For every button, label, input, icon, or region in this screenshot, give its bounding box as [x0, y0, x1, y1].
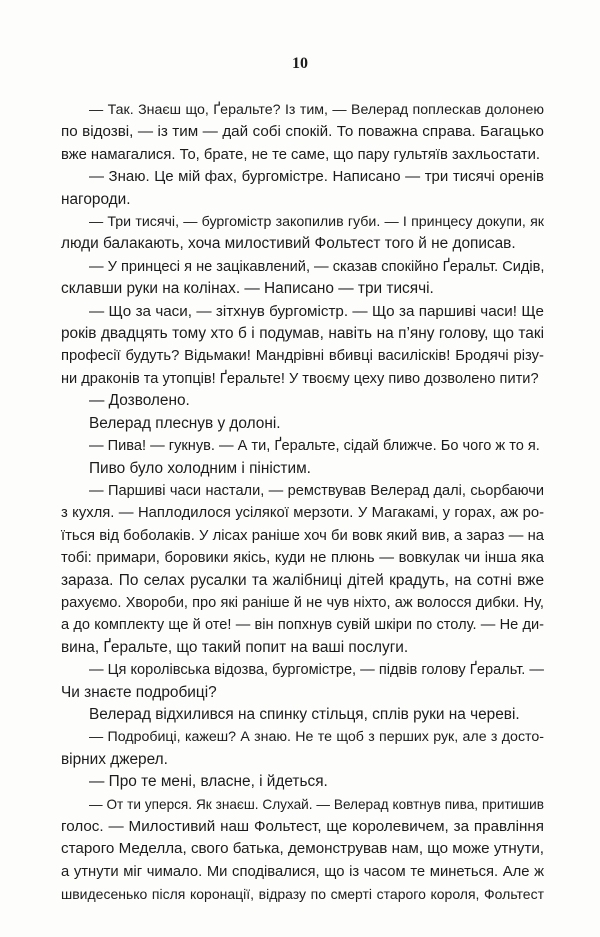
text-line: нагороди. [61, 190, 131, 208]
text-line: — Паршиві часи настали, — ремствував Велерад далі, сьорбаючи [89, 482, 544, 499]
text-line: по відозві, — із тим — дай собі спокій. То поважна справа. Багацько [61, 123, 544, 141]
text-line: їться від боболаків. У лісах раніше хоч би вовк який вив, а зараз — на [61, 527, 544, 544]
text-line: — Три тисячі, — бургомістр закопилив губи. — І принцесу докупи, як [89, 214, 544, 231]
text-line: — Пива! — гукнув. — А ти, Ґеральте, сідай ближче. Бо чого ж то я. [89, 438, 540, 455]
text-line: — У принцесі я не зацікавлений, — сказав спокійно Ґеральт. Сидів, [89, 258, 545, 275]
text-line: Чи знаєте подробиці? [61, 683, 217, 701]
text-line: голос. — Милостивий наш Фольтест, ще королевичем, за правління [61, 818, 544, 835]
text-line: — Ця королівська відозва, бургомістре, — підвів голову Ґеральт. — [89, 662, 544, 679]
text-line: а до комплекту ще й оте! — він попхнув сувій шкіри по столу. — Не ди- [61, 617, 544, 634]
body-text [61, 99, 544, 906]
text-line: тобі: примари, боровики якісь, куди не плюнь — вовкулак чи інша яка [61, 550, 544, 567]
text-line: Велерад плеснув у долоні. [89, 414, 281, 432]
text-line: рахуємо. Хвороби, про які раніше й не чув ніхто, аж волосся дибки. Ну, [61, 594, 544, 611]
text-line: вже намагалися. То, брате, не те саме, що пару гультяїв захльостати. [61, 146, 541, 163]
text-line: — Дозволено. [89, 392, 190, 410]
text-line: з кухля. — Наплодилося усілякої мерзоти. У Магакамі, у горах, аж ро- [61, 505, 544, 522]
text-line: швидесенько після коронації, відразу по смерті старого короля, Фольтест [61, 886, 544, 903]
text-line: — От ти уперся. Як знаєш. Слухай. — Велерад ковтнув пива, притишив [89, 796, 544, 812]
page-number: 10 [292, 55, 308, 72]
text-line: зараза. По селах русалки та жалібниці дітей крадуть, на сотні вже [61, 571, 544, 589]
text-line: склавши руки на колінах. — Написано — три тисячі. [61, 280, 434, 298]
text-line: професії будуть? Відьмаки! Мандрівні вбивці василісків! Бродячі різу- [61, 348, 544, 365]
text-line: Пиво було холодним і піністим. [89, 459, 311, 477]
text-line: — Про те мені, власне, і йдеться. [89, 773, 328, 791]
text-line: вірних джерел. [61, 750, 168, 768]
text-line: люди балакають, хоча милостивий Фольтест того й не дописав. [61, 235, 516, 253]
text-line: — Знаю. Це мій фах, бургомістре. Написано — три тисячі оренів [89, 168, 544, 186]
text-line: старого Меделла, свого батька, демонстрував нам, що може утнути, [61, 840, 545, 858]
text-line: — Подробиці, кажеш? А знаю. Не те щоб з перших рук, але з досто- [89, 729, 544, 746]
text-line: вина, Ґеральте, що такий попит на ваші послуги. [61, 638, 409, 656]
text-line: ни драконів та утопців! Ґеральте! У твоєму цеху пиво дозволено пити? [61, 370, 539, 387]
text-line: — Що за часи, — зітхнув бургомістр. — Що за паршиві часи! Ще [89, 302, 544, 320]
text-line: років двадцять тому хто б і подумав, навіть на п’яну голову, що такі [61, 325, 544, 343]
text-line: а утнути міг чимало. Ми сподівалися, що із часом те минеться. Але ж [61, 863, 544, 880]
text-line: — Так. Знаєш що, Ґеральте? Із тим, — Велерад поплескав долонею [89, 102, 544, 118]
text-line: Велерад відхилився на спинку стільця, сплів руки на череві. [89, 705, 520, 723]
